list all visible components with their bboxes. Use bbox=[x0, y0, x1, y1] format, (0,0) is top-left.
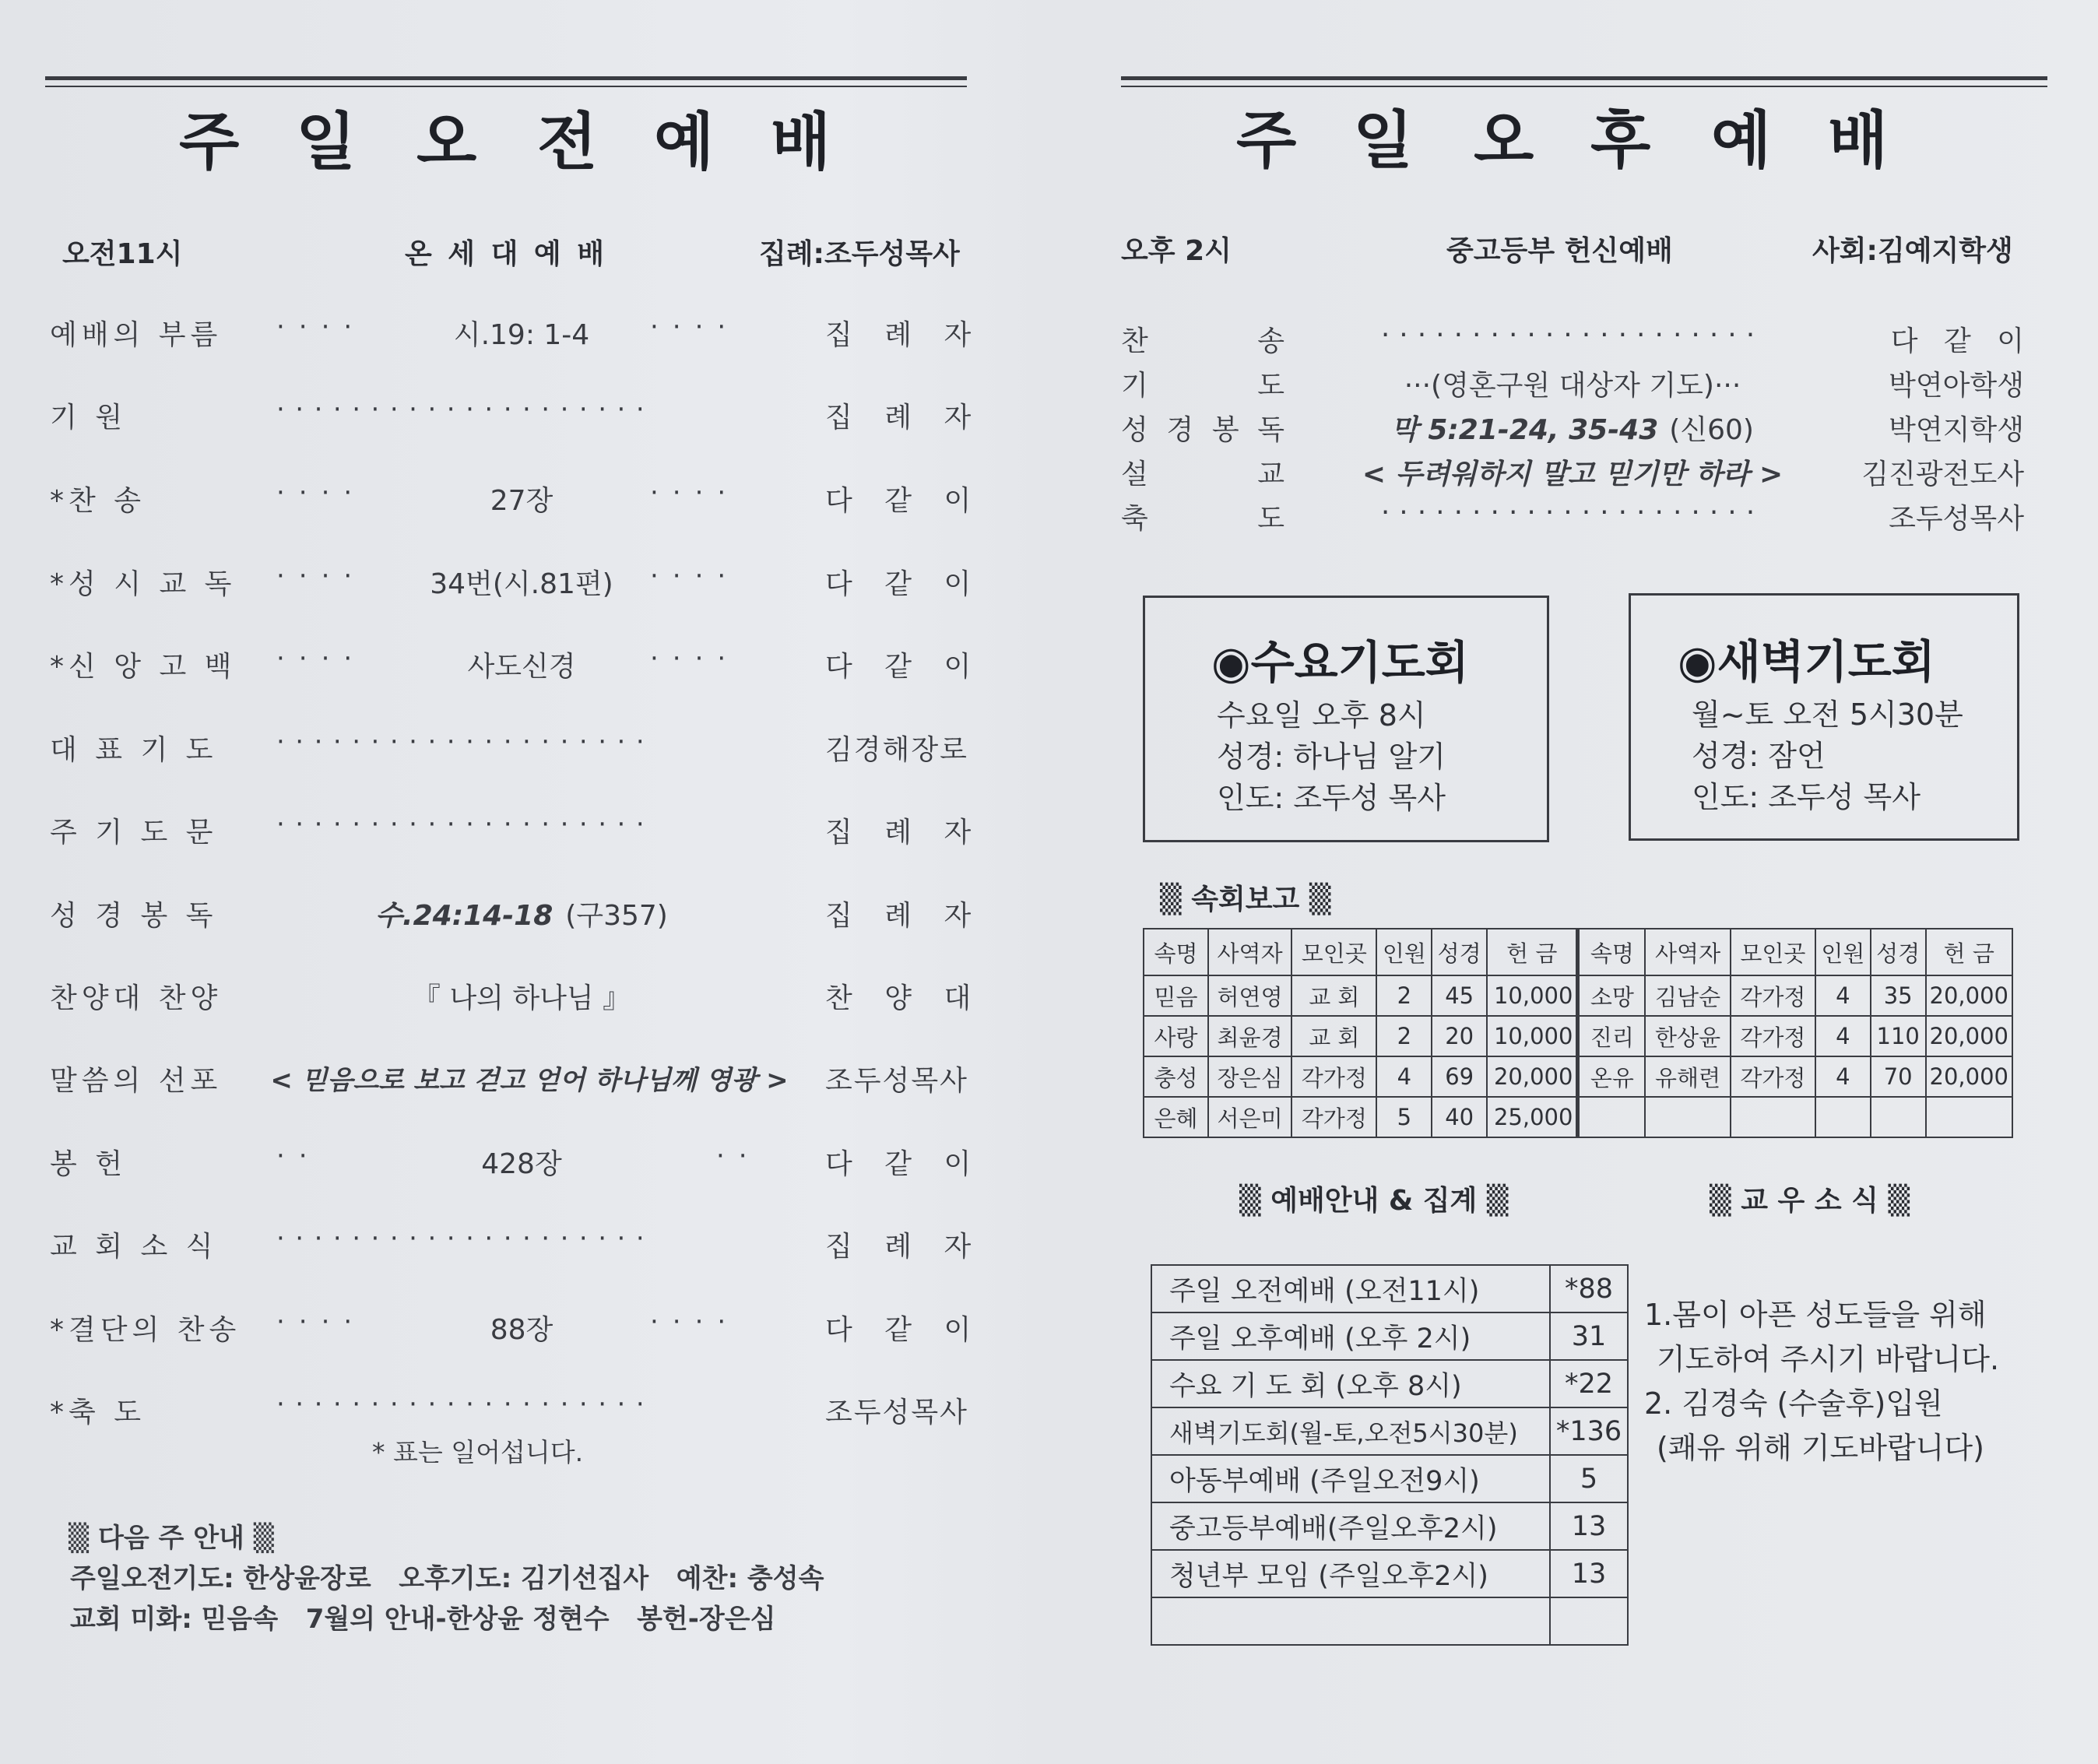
service-name-cell: 주일 오전예배 (오전11시) bbox=[1151, 1265, 1550, 1312]
left-title-char: 전 bbox=[537, 106, 598, 178]
table-cell: 김남순 bbox=[1645, 975, 1730, 1016]
left-title-char: 일 bbox=[296, 106, 357, 178]
afternoon-responsible: 다 같 이 bbox=[1890, 325, 2024, 357]
service-name-cell: 주일 오후예배 (오후 2시) bbox=[1151, 1312, 1550, 1360]
right-title-char: 일 bbox=[1353, 104, 1414, 177]
table-cell: 허연영 bbox=[1208, 975, 1291, 1016]
service-item-detail bbox=[249, 645, 794, 684]
column-header: 성경 bbox=[1871, 929, 1926, 975]
leader-dots: ···· bbox=[650, 1306, 740, 1337]
responsible-person: 김경해장로 bbox=[825, 734, 968, 766]
service-item-label: *찬 송 bbox=[50, 485, 146, 517]
detail-text: 사도신경 bbox=[467, 651, 576, 683]
detail-text: 시.19: 1-4 bbox=[453, 319, 590, 351]
service-item-label: 기 원 bbox=[50, 402, 127, 434]
news-line: (쾌유 위해 기도바랍니다) bbox=[1657, 1431, 1984, 1465]
service-item-label: 말씀의 선포 bbox=[50, 1065, 223, 1097]
afternoon-item-label: 기 도 bbox=[1121, 370, 1284, 402]
sermon-or-scripture: 막 5:21-24, 35-43 bbox=[1391, 414, 1659, 446]
responsible-person: 집 례 자 bbox=[825, 900, 972, 932]
table-cell: 40 bbox=[1432, 1097, 1487, 1137]
detail-text: 『 나의 하나님 』 bbox=[412, 982, 631, 1014]
table-cell: 각가정 bbox=[1731, 975, 1815, 1016]
right-title-char: 배 bbox=[1828, 104, 1889, 177]
right-service-name: 중고등부 헌신예배 bbox=[1446, 235, 1673, 267]
right-title-char: 후 bbox=[1590, 104, 1651, 177]
table-cell bbox=[1731, 1097, 1815, 1137]
column-header: 인원 bbox=[1815, 929, 1871, 975]
detail-text: 34번(시.81편) bbox=[430, 568, 613, 600]
leader-dots: ·· bbox=[716, 1140, 761, 1172]
table-cell: 45 bbox=[1432, 975, 1487, 1016]
table-cell bbox=[1815, 1097, 1871, 1137]
responsible-person: 다 같 이 bbox=[825, 485, 972, 517]
table-cell: 4 bbox=[1376, 1056, 1432, 1097]
table-cell: 4 bbox=[1815, 975, 1871, 1016]
service-item-label: *결단의 찬송 bbox=[50, 1314, 241, 1346]
service-item-detail bbox=[249, 1142, 794, 1182]
responsible-person: 조두성목사 bbox=[825, 1397, 968, 1428]
service-item-label: 봉 헌 bbox=[50, 1148, 127, 1180]
table-cell: 믿음 bbox=[1144, 975, 1208, 1016]
table-cell: 4 bbox=[1815, 1056, 1871, 1097]
afternoon-responsible: 조두성목사 bbox=[1889, 503, 2024, 535]
service-name-cell: 수요 기 도 회 (오후 8시) bbox=[1151, 1360, 1550, 1407]
service-item-detail bbox=[249, 894, 794, 933]
table-cell: 20,000 bbox=[1926, 1016, 2012, 1056]
dawn-line: 월~토 오전 5시30분 bbox=[1692, 698, 1963, 732]
responsible-person: 다 같 이 bbox=[825, 1314, 972, 1346]
service-item-label: 교 회 소 식 bbox=[50, 1231, 218, 1263]
responsible-person: 집 례 자 bbox=[825, 319, 972, 351]
table-row bbox=[1151, 1265, 1628, 1312]
table-cell: 10,000 bbox=[1487, 1016, 1578, 1056]
standing-note: * 표는 일어섭니다. bbox=[372, 1437, 584, 1467]
table-row bbox=[1144, 1056, 2012, 1097]
attendance-table bbox=[1151, 1264, 1629, 1646]
leader-dots: ···· bbox=[276, 311, 367, 343]
leader-dots: ···· bbox=[650, 477, 740, 508]
responsible-person: 조두성목사 bbox=[825, 1065, 968, 1097]
responsible-person: 찬 양 대 bbox=[825, 982, 972, 1014]
table-cell: 진리 bbox=[1578, 1016, 1646, 1056]
service-item-label: *축 도 bbox=[50, 1397, 146, 1428]
column-header: 속명 bbox=[1144, 929, 1208, 975]
wednesday-line: 수요일 오후 8시 bbox=[1217, 698, 1426, 733]
afternoon-item-detail bbox=[1323, 319, 1822, 351]
wednesday-line: 인도: 조두성 목사 bbox=[1217, 781, 1446, 815]
table-row bbox=[1144, 1016, 2012, 1056]
right-title-char: 오 bbox=[1474, 104, 1534, 177]
service-item-detail bbox=[249, 1308, 794, 1348]
dawn-prayer-title: ◉새벽기도회 bbox=[1678, 635, 1935, 688]
column-header: 모인곳 bbox=[1731, 929, 1815, 975]
table-cell: 25,000 bbox=[1487, 1097, 1578, 1137]
column-header: 헌 금 bbox=[1926, 929, 2012, 975]
table-cell bbox=[1578, 1097, 1646, 1137]
table-cell: 소망 bbox=[1578, 975, 1646, 1016]
table-cell: 110 bbox=[1871, 1016, 1926, 1056]
table-cell: 각가정 bbox=[1731, 1056, 1815, 1097]
left-title-char: 오 bbox=[416, 106, 477, 178]
news-line: 2. 김경숙 (수술후)입원 bbox=[1644, 1386, 1943, 1421]
table-cell: 충성 bbox=[1144, 1056, 1208, 1097]
service-item-label: *성 시 교 독 bbox=[50, 568, 237, 600]
leader-dots: ···· bbox=[276, 477, 367, 508]
attendance-count-cell: *136 bbox=[1550, 1407, 1628, 1455]
responsible-person: 다 같 이 bbox=[825, 1148, 972, 1180]
detail-text: ···(영혼구원 대상자 기도)··· bbox=[1404, 370, 1741, 402]
table-cell: 20,000 bbox=[1926, 975, 2012, 1016]
service-name-cell bbox=[1151, 1597, 1550, 1645]
table-row bbox=[1151, 1550, 1628, 1597]
service-name-cell: 새벽기도회(월-토,오전5시30분) bbox=[1151, 1407, 1550, 1455]
left-time: 오전11시 bbox=[62, 238, 183, 270]
service-item-label: 예배의 부름 bbox=[50, 319, 223, 351]
table-row bbox=[1151, 1455, 1628, 1502]
attendance-count-cell: *88 bbox=[1550, 1265, 1628, 1312]
table-cell: 10,000 bbox=[1487, 975, 1578, 1016]
right-title-char: 예 bbox=[1711, 104, 1772, 177]
detail-text: ····················· bbox=[1380, 497, 1765, 529]
table-cell: 온유 bbox=[1578, 1056, 1646, 1097]
right-time: 오후 2시 bbox=[1121, 235, 1232, 267]
leader-dots: ···· bbox=[276, 1306, 367, 1337]
table-cell: 35 bbox=[1871, 975, 1926, 1016]
leader-dots: ···· bbox=[650, 643, 740, 674]
table-cell: 최윤경 bbox=[1208, 1016, 1291, 1056]
left-leader: 집례:조두성목사 bbox=[759, 238, 960, 270]
table-cell: 한상윤 bbox=[1645, 1016, 1730, 1056]
table-cell: 각가정 bbox=[1291, 1056, 1376, 1097]
leader-dots: ···················· bbox=[276, 394, 655, 425]
service-item-label: 대 표 기 도 bbox=[50, 734, 218, 766]
dawn-line: 성경: 잠언 bbox=[1692, 739, 1826, 773]
table-row bbox=[1151, 1407, 1628, 1455]
left-top-rule bbox=[45, 76, 967, 87]
table-cell: 사랑 bbox=[1144, 1016, 1208, 1056]
scripture-reference: 수.24:14-18 bbox=[375, 900, 553, 932]
table-cell: 4 bbox=[1815, 1016, 1871, 1056]
table-cell bbox=[1926, 1097, 2012, 1137]
next-week-heading: ▒ 다음 주 안내 ▒ bbox=[69, 1523, 274, 1554]
table-cell: 서은미 bbox=[1208, 1097, 1291, 1137]
dawn-line: 인도: 조두성 목사 bbox=[1692, 780, 1921, 814]
right-title bbox=[1236, 90, 1937, 177]
cell-report-table bbox=[1143, 928, 2013, 1138]
table-cell: 20,000 bbox=[1926, 1056, 2012, 1097]
attendance-count-cell bbox=[1550, 1597, 1628, 1645]
leader-dots: ···················· bbox=[276, 726, 655, 757]
afternoon-responsible: 박연아학생 bbox=[1889, 370, 2024, 402]
next-week-line-2: 교회 미화: 믿음속 7월의 안내-한상윤 정현수 봉헌-장은심 bbox=[70, 1604, 776, 1635]
table-cell bbox=[1871, 1097, 1926, 1137]
next-week-line-1: 주일오전기도: 한상윤장로 오후기도: 김기선집사 예찬: 충성속 bbox=[70, 1563, 824, 1594]
left-title bbox=[179, 92, 880, 178]
service-item-label: 주 기 도 문 bbox=[50, 817, 218, 849]
afternoon-item-label: 설 교 bbox=[1121, 459, 1284, 490]
news-line: 기도하여 주시기 바랍니다. bbox=[1657, 1342, 2000, 1376]
leader-dots: ···················· bbox=[276, 1389, 655, 1420]
table-cell: 20 bbox=[1432, 1016, 1487, 1056]
leader-dots: ···· bbox=[650, 311, 740, 343]
attendance-count-cell: 13 bbox=[1550, 1502, 1628, 1550]
responsible-person: 다 같 이 bbox=[825, 651, 972, 683]
service-name-cell: 청년부 모임 (주일오후2시) bbox=[1151, 1550, 1550, 1597]
table-cell: 69 bbox=[1432, 1056, 1487, 1097]
table-cell: 각가정 bbox=[1291, 1097, 1376, 1137]
detail-text: ····················· bbox=[1380, 319, 1765, 351]
wednesday-prayer-box bbox=[1143, 596, 1549, 842]
right-leader: 사회:김예지학생 bbox=[1812, 235, 2013, 267]
column-header: 인원 bbox=[1376, 929, 1432, 975]
afternoon-responsible: 김진광전도사 bbox=[1861, 459, 2024, 490]
table-cell: 교 회 bbox=[1291, 975, 1376, 1016]
table-row bbox=[1151, 1312, 1628, 1360]
column-header: 헌 금 bbox=[1487, 929, 1578, 975]
table-cell: 5 bbox=[1376, 1097, 1432, 1137]
afternoon-item-label: 축 도 bbox=[1121, 503, 1284, 535]
left-title-char: 예 bbox=[654, 106, 715, 178]
table-cell: 각가정 bbox=[1731, 1016, 1815, 1056]
responsible-person: 집 례 자 bbox=[825, 817, 972, 849]
table-row bbox=[1144, 1097, 2012, 1137]
afternoon-item-label: 성 경 봉 독 bbox=[1121, 414, 1284, 446]
news-heading: ▒ 교 우 소 식 ▒ bbox=[1710, 1185, 1910, 1217]
left-title-char: 배 bbox=[771, 106, 831, 178]
service-item-label: *신 앙 고 백 bbox=[50, 651, 237, 683]
leader-dots: ···· bbox=[650, 560, 740, 592]
detail-text: 88장 bbox=[490, 1314, 553, 1346]
right-top-rule bbox=[1121, 76, 2047, 87]
service-name-cell: 중고등부예배(주일오후2시) bbox=[1151, 1502, 1550, 1550]
service-item-label: 찬양대 찬양 bbox=[50, 982, 223, 1014]
table-cell: 장은심 bbox=[1208, 1056, 1291, 1097]
leader-dots: ·· bbox=[276, 1140, 322, 1172]
wednesday-prayer-title: ◉수요기도회 bbox=[1211, 636, 1469, 689]
attendance-count-cell: 31 bbox=[1550, 1312, 1628, 1360]
afternoon-item-label: 찬 송 bbox=[1121, 325, 1284, 357]
responsible-person: 다 같 이 bbox=[825, 568, 972, 600]
service-item-detail bbox=[249, 479, 794, 518]
service-name-cell: 아동부예배 (주일오전9시) bbox=[1151, 1455, 1550, 1502]
column-header: 사역자 bbox=[1645, 929, 1730, 975]
service-item-detail bbox=[234, 1059, 825, 1097]
cell-report-heading: ▒ 속회보고 ▒ bbox=[1160, 884, 1331, 915]
detail-text: 428장 bbox=[481, 1148, 562, 1180]
left-service-name: 온 세 대 예 배 bbox=[405, 238, 608, 270]
afternoon-item-detail bbox=[1323, 364, 1822, 403]
service-item-detail bbox=[249, 976, 794, 1016]
wednesday-line: 성경: 하나님 알기 bbox=[1217, 740, 1446, 774]
attendance-heading: ▒ 예배안내 & 집계 ▒ bbox=[1239, 1185, 1509, 1217]
responsible-person: 집 례 자 bbox=[825, 402, 972, 434]
leader-dots: ···················· bbox=[276, 1223, 655, 1254]
table-cell: 유해련 bbox=[1645, 1056, 1730, 1097]
cell-report-header-row bbox=[1144, 929, 2012, 975]
leader-dots: ···················· bbox=[276, 809, 655, 840]
scripture-reference: < 믿음으로 보고 걷고 얻어 하나님께 영광 > bbox=[270, 1065, 789, 1096]
hymn-reference: (구357) bbox=[565, 900, 668, 932]
table-row bbox=[1144, 975, 2012, 1016]
table-cell: 70 bbox=[1871, 1056, 1926, 1097]
table-row bbox=[1151, 1360, 1628, 1407]
service-item-detail bbox=[249, 562, 794, 602]
afternoon-item-detail bbox=[1323, 497, 1822, 529]
afternoon-item-detail bbox=[1323, 408, 1822, 448]
right-title-char: 주 bbox=[1236, 104, 1297, 177]
column-header: 속명 bbox=[1578, 929, 1646, 975]
table-cell: 교 회 bbox=[1291, 1016, 1376, 1056]
dawn-prayer-box bbox=[1629, 593, 2019, 841]
left-title-char: 주 bbox=[179, 106, 240, 178]
afternoon-item-detail bbox=[1323, 452, 1822, 492]
service-item-detail bbox=[249, 313, 794, 353]
table-cell: 은혜 bbox=[1144, 1097, 1208, 1137]
table-cell: 2 bbox=[1376, 1016, 1432, 1056]
afternoon-responsible: 박연지학생 bbox=[1889, 414, 2024, 446]
detail-text: 27장 bbox=[490, 485, 553, 517]
leader-dots: ···· bbox=[276, 643, 367, 674]
table-cell: 2 bbox=[1376, 975, 1432, 1016]
table-row bbox=[1151, 1597, 1628, 1645]
attendance-count-cell: 5 bbox=[1550, 1455, 1628, 1502]
responsible-person: 집 례 자 bbox=[825, 1231, 972, 1263]
service-item-label: 성 경 봉 독 bbox=[50, 900, 218, 932]
attendance-count-cell: 13 bbox=[1550, 1550, 1628, 1597]
column-header: 성경 bbox=[1432, 929, 1487, 975]
column-header: 모인곳 bbox=[1291, 929, 1376, 975]
hymn-reference: (신60) bbox=[1669, 414, 1754, 446]
column-header: 사역자 bbox=[1208, 929, 1291, 975]
attendance-count-cell: *22 bbox=[1550, 1360, 1628, 1407]
table-cell: 20,000 bbox=[1487, 1056, 1578, 1097]
sermon-or-scripture: < 두려워하지 말고 믿기만 하라 > bbox=[1362, 459, 1783, 490]
table-cell bbox=[1645, 1097, 1730, 1137]
table-row bbox=[1151, 1502, 1628, 1550]
news-line: 1.몸이 아픈 성도들을 위해 bbox=[1644, 1298, 1987, 1332]
leader-dots: ···· bbox=[276, 560, 367, 592]
